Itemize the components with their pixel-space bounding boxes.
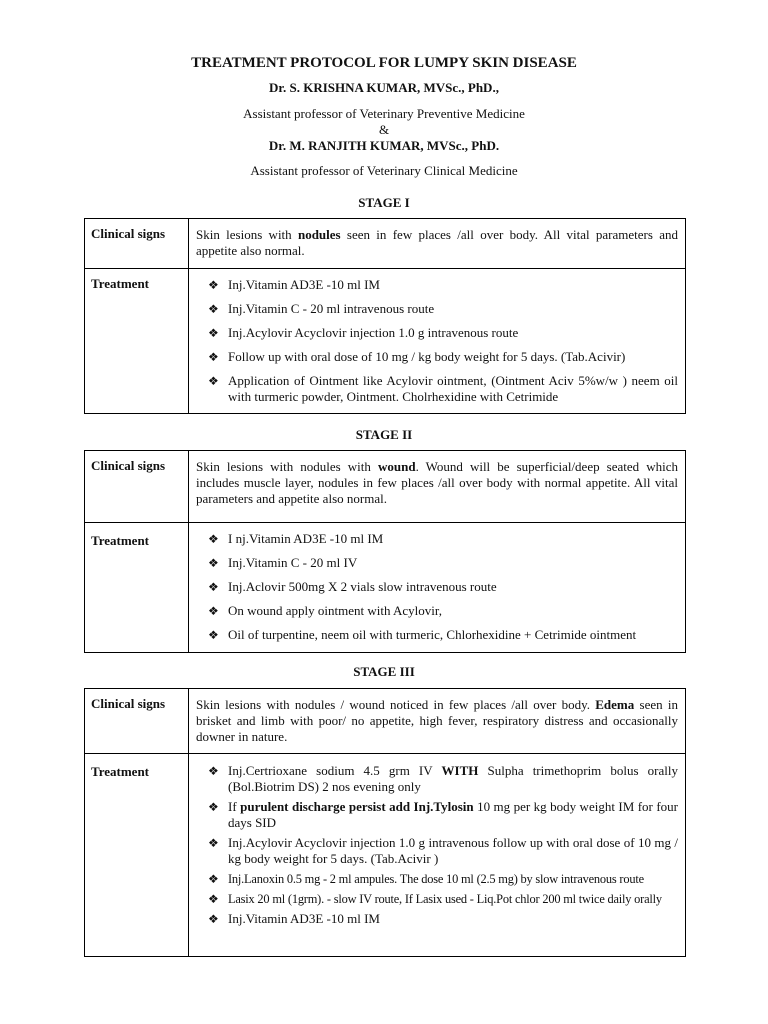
stage-3-table bbox=[84, 688, 686, 957]
diamond-bullet-icon: ❖ bbox=[208, 556, 219, 570]
stage-2-clinical-signs: Skin lesions with nodules with wound. Wound will be superficial/deep seated which includes muscle layer, nodules in few places /all over body with normal appetite. All vital parameters and appetite also normal. bbox=[189, 451, 686, 523]
diamond-bullet-icon: ❖ bbox=[208, 278, 219, 292]
list-item: ❖ On wound apply ointment with Acylovir, bbox=[208, 603, 442, 618]
stage-3-heading: STAGE III bbox=[353, 664, 415, 679]
diamond-bullet-icon: ❖ bbox=[208, 604, 219, 618]
treatment-label: Treatment bbox=[85, 269, 189, 414]
list-item: ❖ Inj.Acylovir Acyclovir injection 1.0 g intravenous route bbox=[208, 325, 519, 340]
ampersand: & bbox=[378, 122, 390, 137]
stage-2-treatment bbox=[189, 523, 686, 653]
list-item: ❖ I nj.Vitamin AD3E -10 ml IM bbox=[208, 531, 384, 546]
diamond-bullet-icon: ❖ bbox=[208, 532, 219, 546]
list-item: ❖ Follow up with oral dose of 10 mg / kg body weight for 5 days. (Tab.Acivir) bbox=[208, 349, 626, 364]
clinical-signs-label: Clinical signs bbox=[85, 451, 189, 523]
list-item: ❖ Inj.Aclovir 500mg X 2 vials slow intravenous route bbox=[208, 579, 497, 594]
clinical-signs-label: Clinical signs bbox=[85, 689, 189, 754]
stage-2-table bbox=[84, 450, 686, 653]
diamond-bullet-icon: ❖ bbox=[208, 764, 219, 778]
diamond-bullet-icon: ❖ bbox=[208, 892, 219, 906]
stage-1-clinical-signs: Skin lesions with nodules seen in few places /all over body. All vital parameters and appetite also normal. bbox=[189, 219, 686, 269]
diamond-bullet-icon: ❖ bbox=[208, 872, 219, 886]
affiliation-2: Assistant professor of Veterinary Clinical Medicine bbox=[250, 163, 518, 178]
clinical-signs-label: Clinical signs bbox=[85, 219, 189, 269]
diamond-bullet-icon: ❖ bbox=[208, 800, 219, 814]
diamond-bullet-icon: ❖ bbox=[208, 326, 219, 340]
list-item: ❖ Inj.Vitamin AD3E -10 ml IM bbox=[208, 277, 380, 292]
list-item: ❖ Inj.Vitamin C - 20 ml intravenous route bbox=[208, 301, 435, 316]
stage-1-treatment bbox=[189, 269, 686, 414]
list-item: ❖ Inj.Certrioxane sodium 4.5 grm IV WITH Sulpha trimethoprim bolus orally (Bol.Biotrim DS) 2 nos evening only bbox=[208, 763, 678, 794]
diamond-bullet-icon: ❖ bbox=[208, 628, 219, 642]
diamond-bullet-icon: ❖ bbox=[208, 374, 219, 388]
list-item: ❖ Oil of turpentine, neem oil with turmeric, Chlorhexidine + Cetrimide ointment bbox=[208, 627, 637, 642]
stage-3-treatment bbox=[189, 754, 686, 957]
list-item: ❖ If purulent discharge persist add Inj.Tylosin 10 mg per kg body weight IM for four days SID bbox=[208, 799, 678, 830]
diamond-bullet-icon: ❖ bbox=[208, 350, 219, 364]
stage-3-clinical-signs: Skin lesions with nodules / wound noticed in few places /all over body. Edema seen in brisket and limb with poor/ no appetite, high fever, respiratory distress and occasionally downer in nature. bbox=[189, 689, 686, 754]
treatment-label: Treatment bbox=[85, 754, 189, 957]
diamond-bullet-icon: ❖ bbox=[208, 580, 219, 594]
document-title: TREATMENT PROTOCOL FOR LUMPY SKIN DISEASE bbox=[191, 55, 577, 71]
list-item: ❖ Application of Ointment like Acylovir ointment, (Ointment Aciv 5%w/w ) neem oil with turmeric powder, Ointment. Cholrhexidine with Cetrimide bbox=[208, 373, 678, 404]
list-item: ❖ Inj.Vitamin C - 20 ml IV bbox=[208, 555, 358, 570]
diamond-bullet-icon: ❖ bbox=[208, 912, 219, 926]
author-1: Dr. S. KRISHNA KUMAR, MVSc., PhD., bbox=[269, 80, 499, 95]
list-item: ❖ Inj.Acylovir Acyclovir injection 1.0 g intravenous follow up with oral dose of 10 mg / kg body weight for 5 days. (Tab.Acivir ) bbox=[208, 835, 678, 866]
stage-2-heading: STAGE II bbox=[355, 427, 413, 442]
stage-1-table bbox=[84, 218, 686, 414]
list-item: ❖ Inj.Lanoxin 0.5 mg - 2 ml ampules. The dose 10 ml (2.5 mg) by slow intravenous route bbox=[208, 872, 644, 886]
diamond-bullet-icon: ❖ bbox=[208, 302, 219, 316]
diamond-bullet-icon: ❖ bbox=[208, 836, 219, 850]
list-item: ❖ Lasix 20 ml (1grm). - slow IV route, If Lasix used - Liq.Pot chlor 200 ml twice daily orally bbox=[208, 892, 662, 906]
treatment-label: Treatment bbox=[85, 523, 189, 653]
affiliation-1: Assistant professor of Veterinary Preventive Medicine bbox=[243, 106, 525, 121]
author-2: Dr. M. RANJITH KUMAR, MVSc., PhD. bbox=[268, 138, 500, 153]
stage-1-heading: STAGE I bbox=[358, 195, 410, 210]
list-item: ❖ Inj.Vitamin AD3E -10 ml IM bbox=[208, 911, 380, 926]
